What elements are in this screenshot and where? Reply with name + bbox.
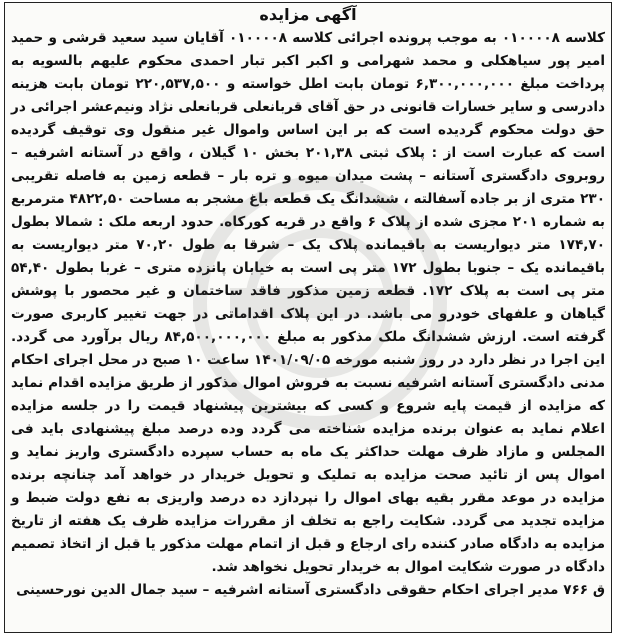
auction-notice bbox=[4, 2, 612, 633]
notice-signature: ق ۷۶۶ مدیر اجرای احکام حقوقی دادگستری آستانه اشرفیه – سید جمال الدین نورحسینی bbox=[16, 582, 605, 598]
notice-title: آگهی مزایده bbox=[259, 5, 357, 24]
notice-body: کلاسه ۰۱۰۰۰۰۸ به موجب پرونده اجرائی کلاسه ۰۱۰۰۰۰۸ آقایان سید سعید قرشی و حمید امیر پور سیاهکلی و محمد شهرامی و اکبر اکبر تبار احمدی محکوم علیهم بالسویه به پرداخت مبلغ ۶,۳۰۰,۰۰۰,۰۰۰ تومان بابت اطل خواسته و ۲۲۰,۵۳۷,۵۰۰ تومان بابت هزینه دادرسی و سایر خسارات قانونی در حق آقای قربانعلی قربانعلی نژاد ونیم‌عشر اجرائی در حق دولت محکوم گردیده است که بر این اساس واموال غیر منقول وی توقیف گردیده است که عبارت است از : پلاک ثبتی ۲۰۱,۳۸ بخش ۱۰ گیلان ، واقع در آستانه اشرفیه – روبروی دادگستری آستانه – پشت میدان میوه و تره بار – قطعه زمین به فاصله تقریبی ۲۳۰ متری از بر جاده آسفالته ، ششدانگ یک قطعه باغ مشجر به مساحت ۴۸۲۲,۵۰ مترمربع به شماره ۲۰۱ مجزی شده از پلاک ۶ واقع در قریه کورکاه. حدود اربعه ملک : شمالا بطول ۱۷۴,۷۰ متر دیواریست به باقیمانده پلاک یک – شرقا به طول ۷۰,۲۰ متر دیواریست به باقیمانده یک – جنوبا بطول ۱۷۲ متر پی است به خیابان پانزده متری – غربا بطول ۵۴,۴۰ متر پی است به پلاک ۱۷۲. قطعه زمین مذکور فاقد ساختمان و غیر محصور با پوشش گیاهان و علفهای خودرو می باشد. در این پلاک اقداماتی در جهت تغییر کاربری صورت گرفته است. ارزش ششدانگ ملک مذکور به مبلغ ۸۴,۵۰۰,۰۰۰,۰۰۰ ریال برآورد می گردد. این اجرا در نظر دارد در روز شنبه مورخه ۱۴۰۱/۰۹/۰۵ ساعت ۱۰ صبح در محل اجرای احکام مدنی دادگستری آستانه اشرفیه نسبت به فروش اموال مذکور از طریق مزایده اقدام نماید که مزایده از قیمت پایه شروع و کسی که بیشترین پیشنهاد قیمت را در جلسه مزایده اعلام نماید به عنوان برنده مزایده شناخته می گردد وده درصد مبلغ پیشنهادی باید فی المجلس و مازاد ظرف مهلت حداکثر یک ماه به حساب سپرده دادگستری واریز نماید و اموال پس از تائید صحت مزایده به تملیک و تحویل خریدار در خواهد آمد چنانچه برنده مزایده در موعد مقرر بقیه بهای اموال را نپردازد ده درصد واریزی به نفع دولت ضبط و مزایده تجدید می گردد. شکایت راجع به تخلف از مقررات مزایده ظرف یک هفته از تاریخ مزایده به دادگاه صادر کننده رای ارجاع و قبل از اتمام مهلت مذکور یا قبل از اتخاذ تصمیم دادگاه در صورت شکایت اموال به خریدار تحویل نخواهد شد. bbox=[11, 30, 606, 575]
